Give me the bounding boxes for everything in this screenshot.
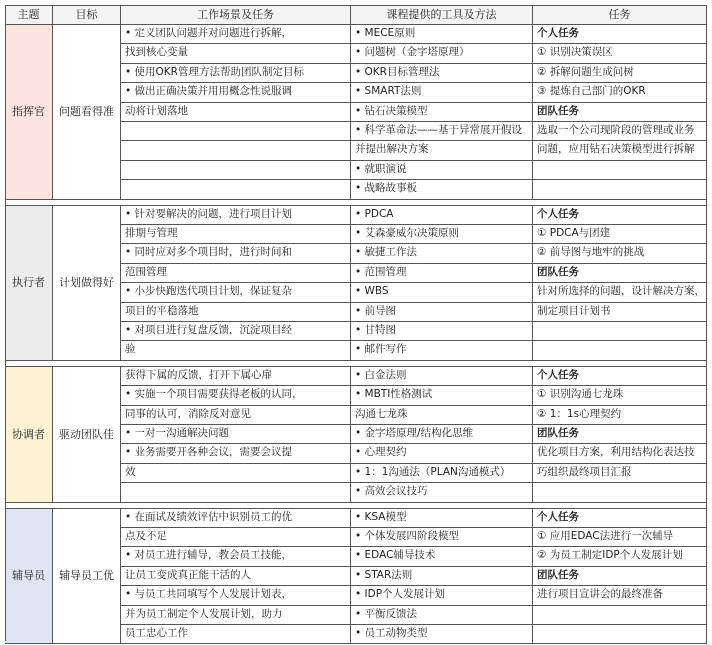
scenario-cell (121, 141, 351, 160)
task-cell: ① PDCA与团建 (533, 225, 707, 244)
task-cell: 个人任务 (533, 367, 707, 386)
scenario-cell: 验 (121, 341, 351, 360)
tool-cell: • WBS (351, 283, 533, 302)
task-cell: ③ 提炼自己部门的OKR (533, 83, 707, 102)
scenario-cell (121, 180, 351, 199)
scenario-cell: • 实施一个项目需要获得老板的认同， (121, 386, 351, 405)
scenario-cell: • 对员工进行辅导，教会员工技能， (121, 547, 351, 566)
tool-cell: 沟通七龙珠 (351, 406, 533, 425)
tool-cell: • MECE原则 (351, 25, 533, 44)
tool-cell: • 心理契约 (351, 444, 533, 463)
tool-cell: • STAR法则 (351, 567, 533, 586)
task-cell (533, 625, 707, 644)
scenario-cell: • 在面试及绩效评估中识别员工的优 (121, 509, 351, 528)
scenario-cell (121, 122, 351, 141)
scenario-cell: 并为员工制定个人发展计划，助力 (121, 606, 351, 625)
section-goal: 驱动团队佳 (53, 367, 121, 503)
course-table (5, 5, 707, 641)
section-theme: 协调者 (5, 367, 53, 503)
task-cell (533, 322, 707, 341)
tool-cell: • PDCA (351, 206, 533, 225)
section-goal: 辅导员工优 (53, 509, 121, 645)
scenario-cell: 同事的认可，消除反对意见 (121, 406, 351, 425)
task-cell (533, 341, 707, 360)
scenario-cell: 排期与管理 (121, 225, 351, 244)
task-cell: 选取一个公司现阶段的管理或业务 (533, 122, 707, 141)
header-scenario: 工作场景及任务 (121, 5, 351, 25)
header-task: 任务 (533, 5, 707, 25)
section-theme: 指挥官 (5, 25, 53, 200)
tool-cell: • 战略故事板 (351, 180, 533, 199)
scenario-cell: • 做出正确决策并用用概念性说服调 (121, 83, 351, 102)
scenario-cell: 范围管理 (121, 264, 351, 283)
task-cell: ① 识别沟通七龙珠 (533, 386, 707, 405)
section-goal: 计划做得好 (53, 206, 121, 361)
task-cell: 优化项目方案，利用结构化表达技 (533, 444, 707, 463)
task-cell: ② 1：1s心理契约 (533, 406, 707, 425)
tool-cell: • 前导图 (351, 303, 533, 322)
tool-cell: • 科学革命法——基于异常展开假设 (351, 122, 533, 141)
scenario-cell: 员工忠心工作 (121, 625, 351, 644)
scenario-cell: • 对项目进行复盘反馈，沉淀项目经 (121, 322, 351, 341)
task-cell: 个人任务 (533, 509, 707, 528)
tool-cell: • 甘特图 (351, 322, 533, 341)
tool-cell: • 范围管理 (351, 264, 533, 283)
task-cell: ② 拆解问题生成问树 (533, 64, 707, 83)
scenario-cell: • 业务需要开各种会议，需要会议提 (121, 444, 351, 463)
task-cell: 团队任务 (533, 103, 707, 122)
scenario-cell: 点及不足 (121, 528, 351, 547)
tool-cell: 并提出解决方案 (351, 141, 533, 160)
scenario-cell: 项目的平稳落地 (121, 303, 351, 322)
tool-cell: • 高效会议技巧 (351, 483, 533, 502)
tool-cell: • SMART法则 (351, 83, 533, 102)
scenario-cell: 获得下属的反馈，打开下属心扉 (121, 367, 351, 386)
scenario-cell: • 针对要解决的问题，进行项目计划 (121, 206, 351, 225)
tool-cell: • MBTI性格测试 (351, 386, 533, 405)
scenario-cell (121, 483, 351, 502)
tool-cell: • 问题树（金字塔原理） (351, 44, 533, 63)
tool-cell: • 金字塔原理/结构化思维 (351, 425, 533, 444)
task-cell (533, 606, 707, 625)
section-theme: 辅导员 (5, 509, 53, 645)
scenario-cell (121, 161, 351, 180)
tool-cell: • 平衡反馈法 (351, 606, 533, 625)
scenario-cell: 效 (121, 464, 351, 483)
tool-cell: • 钻石决策模型 (351, 103, 533, 122)
tool-cell: • 1：1沟通法（PLAN沟通模式） (351, 464, 533, 483)
task-cell: 针对所选择的问题，设计解决方案， (533, 283, 707, 302)
tool-cell: • 邮件写作 (351, 341, 533, 360)
scenario-cell: 找到核心变量 (121, 44, 351, 63)
tool-cell: • 个体发展四阶段模型 (351, 528, 533, 547)
task-cell: 个人任务 (533, 25, 707, 44)
task-cell: 进行项目宣讲会的最终准备 (533, 586, 707, 605)
header-tools: 课程提供的工具及方法 (351, 5, 533, 25)
task-cell: ① 识别决策误区 (533, 44, 707, 63)
scenario-cell: • 一对一沟通解决问题 (121, 425, 351, 444)
task-cell: 个人任务 (533, 206, 707, 225)
tool-cell: • KSA模型 (351, 509, 533, 528)
tool-cell: • IDP个人发展计划 (351, 586, 533, 605)
scenario-cell: • 同时应对多个项目时，进行时间和 (121, 244, 351, 263)
task-cell: 团队任务 (533, 425, 707, 444)
tool-cell: • 敏捷工作法 (351, 244, 533, 263)
tool-cell: • 白金法则 (351, 367, 533, 386)
task-cell: 团队任务 (533, 567, 707, 586)
task-cell: 制定项目计划书 (533, 303, 707, 322)
tool-cell: • EDAC辅导技术 (351, 547, 533, 566)
section-theme: 执行者 (5, 206, 53, 361)
scenario-cell: • 与员工共同填写个人发展计划表， (121, 586, 351, 605)
scenario-cell: 动将计划落地 (121, 103, 351, 122)
tool-cell: • 就职演说 (351, 161, 533, 180)
header-goal: 目标 (53, 5, 121, 25)
task-cell: 巧组织最终项目汇报 (533, 464, 707, 483)
task-cell (533, 180, 707, 199)
tool-cell: • OKR目标管理法 (351, 64, 533, 83)
tool-cell: • 艾森豪威尔决策原则 (351, 225, 533, 244)
task-cell: 问题，应用钻石决策模型进行拆解 (533, 141, 707, 160)
section-goal: 问题看得准 (53, 25, 121, 200)
scenario-cell: • 使用OKR管理方法帮助团队制定目标 (121, 64, 351, 83)
header-theme: 主题 (5, 5, 53, 25)
task-cell (533, 161, 707, 180)
scenario-cell: 让员工变成真正能干活的人 (121, 567, 351, 586)
tool-cell: • 员工动物类型 (351, 625, 533, 644)
task-cell: 团队任务 (533, 264, 707, 283)
task-cell (533, 483, 707, 502)
task-cell: ① 应用EDAC法进行一次辅导 (533, 528, 707, 547)
task-cell: ② 为员工制定IDP个人发展计划 (533, 547, 707, 566)
scenario-cell: • 定义团队问题并对问题进行拆解， (121, 25, 351, 44)
task-cell: ② 前导图与地牢的挑战 (533, 244, 707, 263)
scenario-cell: • 小步快跑迭代项目计划，保证复杂 (121, 283, 351, 302)
